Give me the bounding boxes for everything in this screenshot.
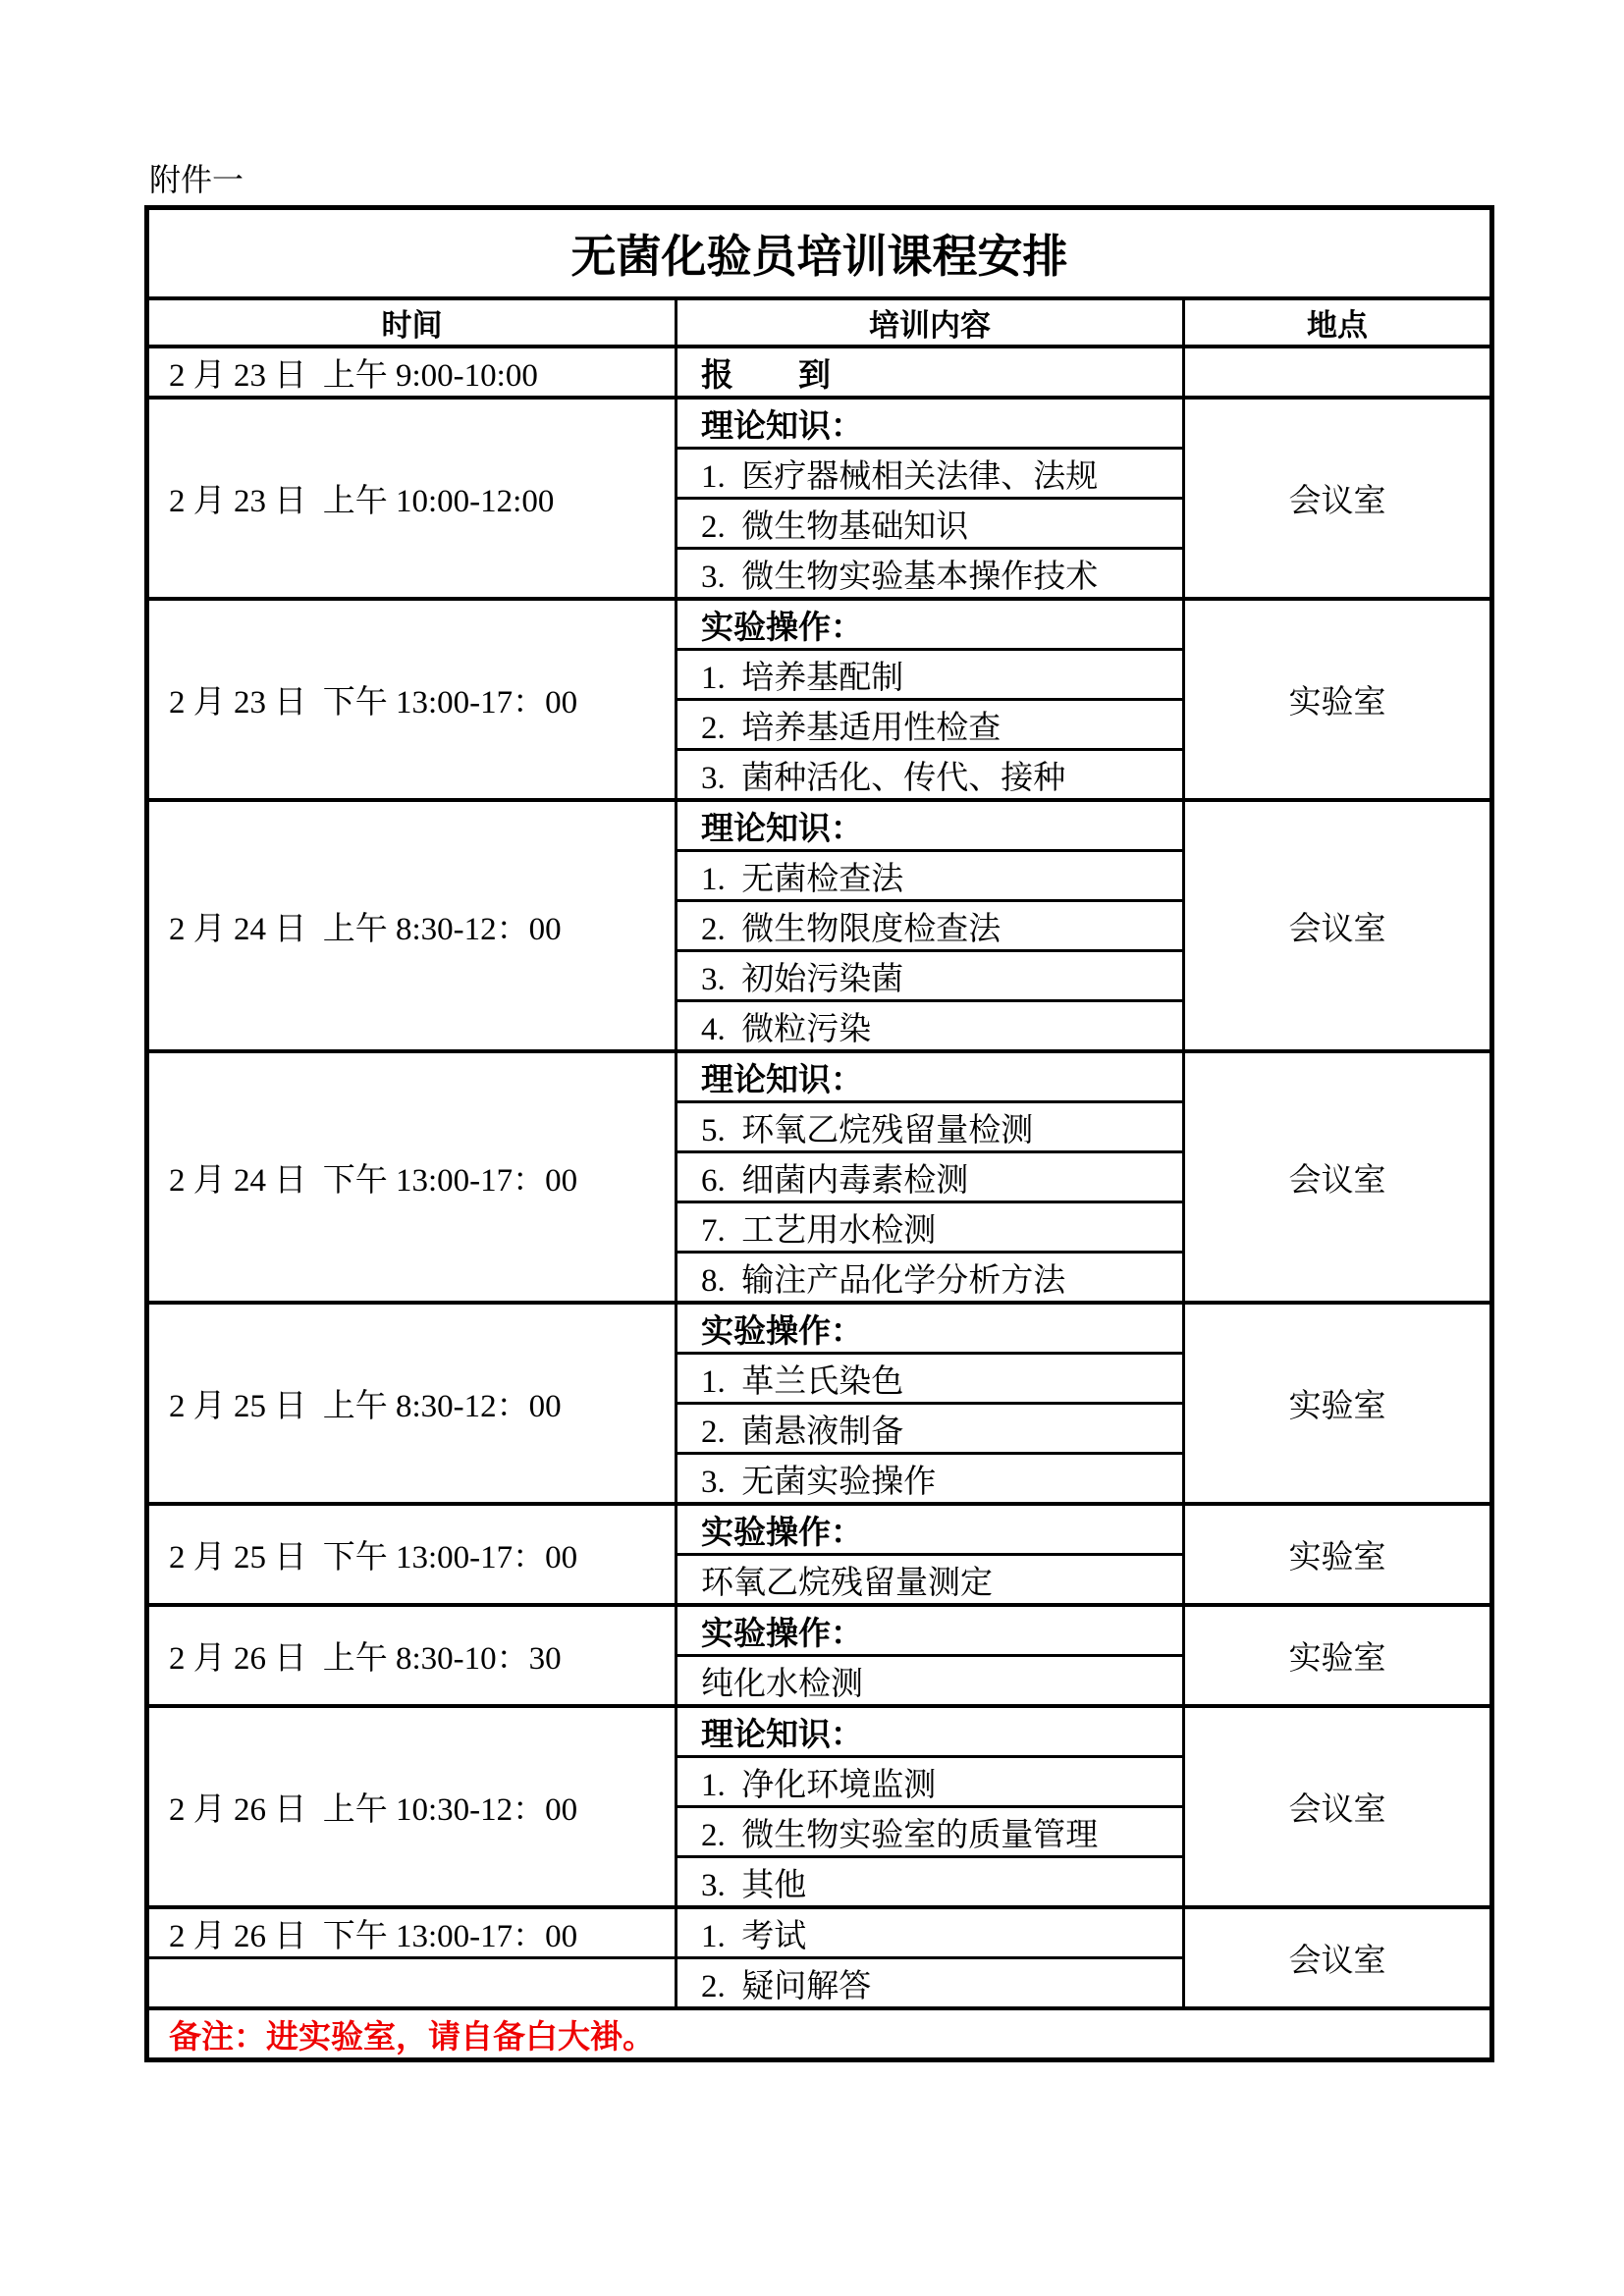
time-cell: 2 月 26 日 上午 8:30-10：30 (147, 1605, 677, 1706)
time-cell: 2 月 26 日 下午 13:00-17：00 (147, 1907, 677, 1958)
content-cell: 理论知识： (677, 1706, 1184, 1757)
content-cell: 5. 环氧乙烷残留量检测 (677, 1102, 1184, 1152)
content-cell: 2. 微生物限度检查法 (677, 901, 1184, 951)
content-cell: 2. 微生物基础知识 (677, 499, 1184, 549)
location-cell: 实验室 (1184, 1605, 1492, 1706)
time-cell: 2 月 26 日 上午 10:30-12：00 (147, 1706, 677, 1907)
note-text: 备注：进实验室，请自备白大褂。 (147, 2008, 1492, 2060)
content-cell: 实验操作： (677, 599, 1184, 650)
content-cell: 1. 净化环境监测 (677, 1757, 1184, 1807)
attachment-label: 附件一 (149, 162, 244, 197)
location-cell: 会议室 (1184, 1706, 1492, 1907)
content-cell: 3. 无菌实验操作 (677, 1454, 1184, 1505)
time-cell: 2 月 23 日 下午 13:00-17：00 (147, 599, 677, 800)
content-cell: 1. 培养基配制 (677, 650, 1184, 700)
time-cell: 2 月 25 日 上午 8:30-12：00 (147, 1303, 677, 1504)
content-cell: 3. 初始污染菌 (677, 951, 1184, 1001)
title-row (147, 208, 1492, 299)
time-cell: 2 月 23 日 上午 9:00-10:00 (147, 347, 677, 398)
location-cell: 实验室 (1184, 1303, 1492, 1504)
content-cell: 3. 菌种活化、传代、接种 (677, 750, 1184, 801)
content-cell: 实验操作： (677, 1303, 1184, 1354)
content-cell: 7. 工艺用水检测 (677, 1202, 1184, 1253)
content-cell: 实验操作： (677, 1504, 1184, 1555)
time-cell: 2 月 25 日 下午 13:00-17：00 (147, 1504, 677, 1605)
content-cell: 纯化水检测 (677, 1656, 1184, 1707)
content-cell: 4. 微粒污染 (677, 1001, 1184, 1052)
schedule-row (147, 1504, 1492, 1555)
schedule-row (147, 599, 1492, 650)
location-cell: 实验室 (1184, 599, 1492, 800)
time-cell: 2 月 24 日 下午 13:00-17：00 (147, 1051, 677, 1303)
schedule-row (147, 347, 1492, 398)
location-cell (1184, 347, 1492, 398)
content-cell: 1. 医疗器械相关法律、法规 (677, 449, 1184, 499)
content-cell: 实验操作： (677, 1605, 1184, 1656)
content-cell: 6. 细菌内毒素检测 (677, 1152, 1184, 1202)
column-header-time: 时间 (147, 298, 677, 347)
note-row (147, 2008, 1492, 2060)
content-cell: 1. 无菌检查法 (677, 851, 1184, 901)
header-row (147, 298, 1492, 347)
schedule-table (144, 205, 1494, 2062)
content-cell: 8. 输注产品化学分析方法 (677, 1253, 1184, 1304)
schedule-row (147, 1051, 1492, 1102)
content-cell: 1. 革兰氏染色 (677, 1354, 1184, 1404)
location-cell: 会议室 (1184, 1051, 1492, 1303)
content-cell: 理论知识： (677, 800, 1184, 851)
content-cell: 3. 微生物实验基本操作技术 (677, 549, 1184, 600)
content-cell: 报 到 (677, 347, 1184, 398)
time-cell-empty (147, 1958, 677, 2009)
content-cell: 2. 微生物实验室的质量管理 (677, 1807, 1184, 1857)
location-cell: 会议室 (1184, 800, 1492, 1051)
content-cell: 理论知识： (677, 1051, 1184, 1102)
schedule-row (147, 1605, 1492, 1656)
content-cell: 理论知识： (677, 398, 1184, 449)
time-cell: 2 月 23 日 上午 10:00-12:00 (147, 398, 677, 599)
content-cell: 2. 疑问解答 (677, 1958, 1184, 2009)
location-cell: 实验室 (1184, 1504, 1492, 1605)
location-cell: 会议室 (1184, 1907, 1492, 2008)
content-cell: 3. 其他 (677, 1857, 1184, 1908)
content-cell: 1. 考试 (677, 1907, 1184, 1958)
content-cell: 环氧乙烷残留量测定 (677, 1555, 1184, 1606)
schedule-row (147, 398, 1492, 449)
location-cell: 会议室 (1184, 398, 1492, 599)
schedule-row (147, 800, 1492, 851)
schedule-row (147, 1907, 1492, 1958)
content-cell: 2. 菌悬液制备 (677, 1404, 1184, 1454)
content-cell: 2. 培养基适用性检查 (677, 700, 1184, 750)
column-header-location: 地点 (1184, 298, 1492, 347)
table-title: 无菌化验员培训课程安排 (147, 208, 1492, 299)
schedule-row (147, 1303, 1492, 1354)
column-header-content: 培训内容 (677, 298, 1184, 347)
time-cell: 2 月 24 日 上午 8:30-12：00 (147, 800, 677, 1051)
schedule-row (147, 1706, 1492, 1757)
